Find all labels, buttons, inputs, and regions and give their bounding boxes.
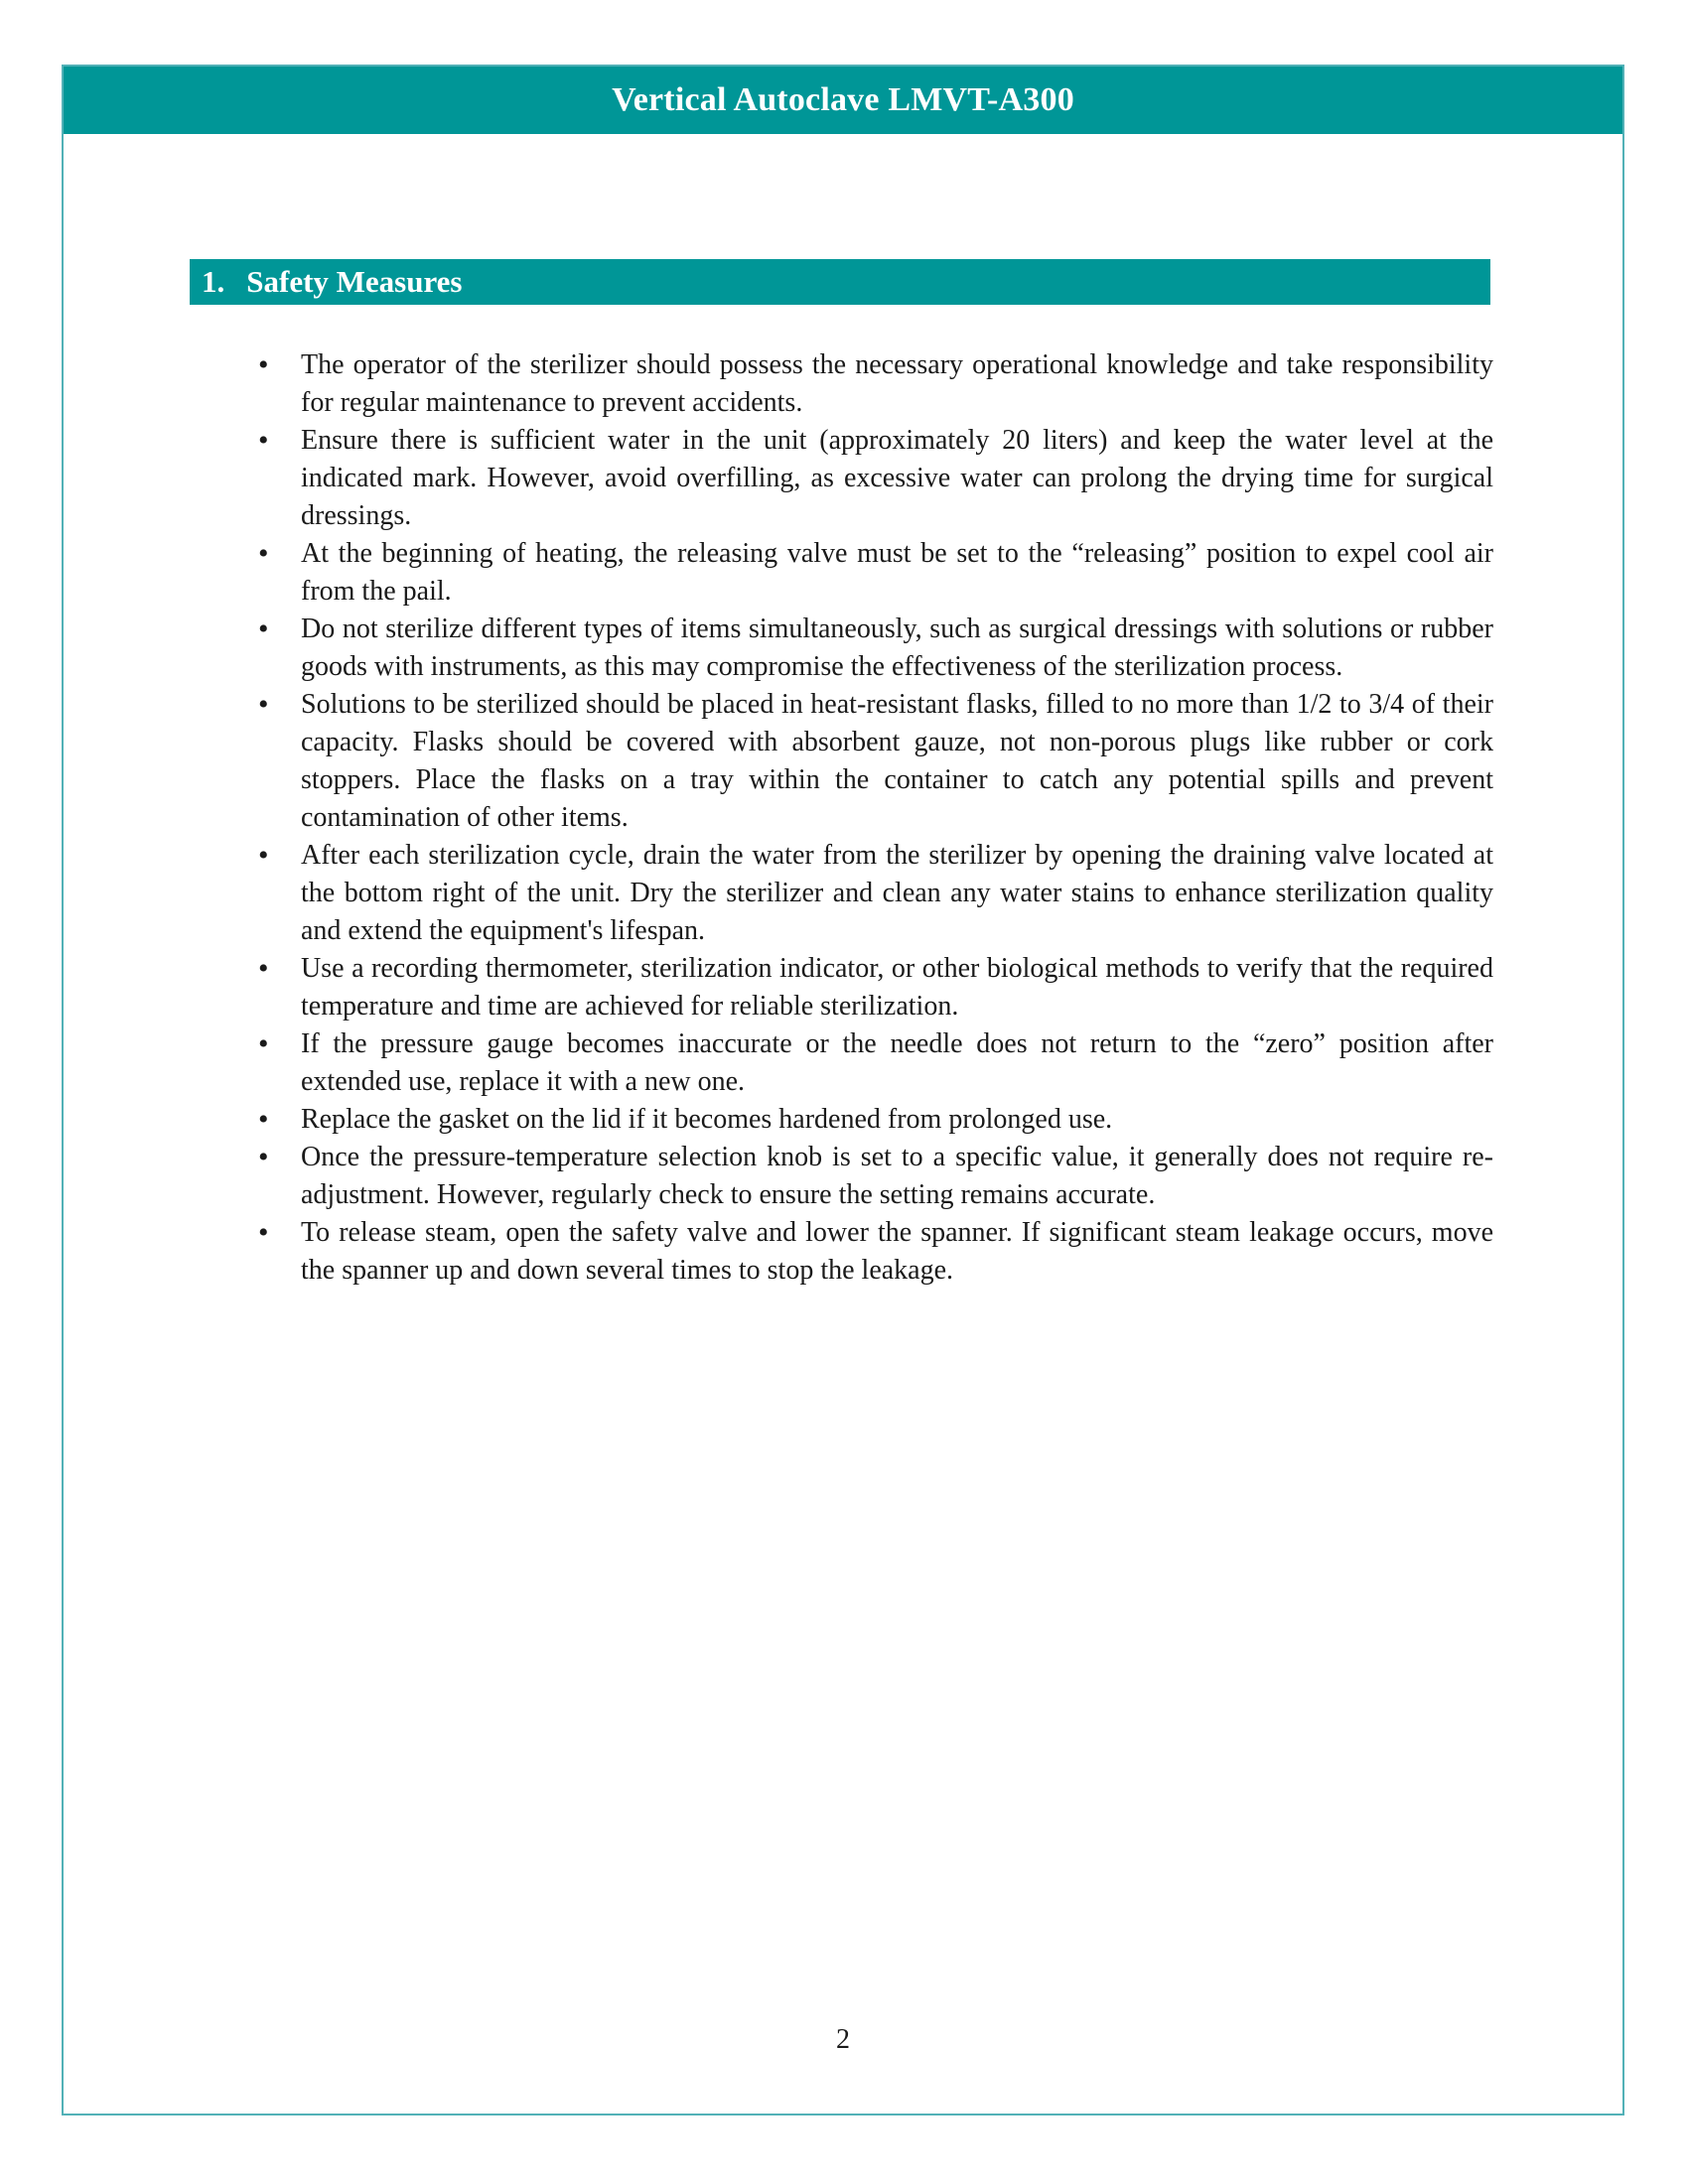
document-page (62, 65, 1624, 2116)
list-item: • After each sterilization cycle, drain the water from the sterilizer by opening the draining valve located at the bottom right of the unit. Dry the sterilizer and clean any water stains to enhance sterilization quality and extend the equipment's lifespan. (256, 837, 1493, 950)
list-item: • The operator of the sterilizer should possess the necessary operational knowledge and take responsibility for regular maintenance to prevent accidents. (256, 346, 1493, 422)
list-item: • Solutions to be sterilized should be placed in heat-resistant flasks, filled to no more than 1/2 to 3/4 of their capacity. Flasks should be covered with absorbent gauze, not non-porous plugs like rubber or cork stoppers. Place the flasks on a tray within the container to catch any potential spills and prevent contamination of other items. (256, 686, 1493, 837)
list-item: • Do not sterilize different types of items simultaneously, such as surgical dressings with solutions or rubber goods with instruments, as this may compromise the effectiveness of the sterilization process. (256, 611, 1493, 686)
safety-measures-list (256, 346, 1493, 1290)
document-title: Vertical Autoclave LMVT-A300 (612, 81, 1074, 118)
section-heading (190, 259, 1490, 305)
list-item: • Use a recording thermometer, sterilization indicator, or other biological methods to verify that the required temperature and time are achieved for reliable sterilization. (256, 950, 1493, 1025)
list-item: • If the pressure gauge becomes inaccurate or the needle does not return to the “zero” position after extended use, replace it with a new one. (256, 1025, 1493, 1101)
list-item: • Ensure there is sufficient water in the unit (approximately 20 liters) and keep the water level at the indicated mark. However, avoid overfilling, as excessive water can prolong the drying time for surgical dressings. (256, 422, 1493, 535)
section-number: 1. (202, 264, 225, 299)
section-title: Safety Measures (246, 264, 463, 299)
list-item: • Once the pressure-temperature selection knob is set to a specific value, it generally does not require re-adjustment. However, regularly check to ensure the setting remains accurate. (256, 1139, 1493, 1214)
list-item: • Replace the gasket on the lid if it becomes hardened from prolonged use. (256, 1101, 1493, 1139)
list-item: • To release steam, open the safety valve and lower the spanner. If significant steam leakage occurs, move the spanner up and down several times to stop the leakage. (256, 1214, 1493, 1290)
page-header-bar (64, 67, 1622, 134)
list-item: • At the beginning of heating, the releasing valve must be set to the “releasing” position to expel cool air from the pail. (256, 535, 1493, 611)
page-number: 2 (836, 2024, 850, 2055)
